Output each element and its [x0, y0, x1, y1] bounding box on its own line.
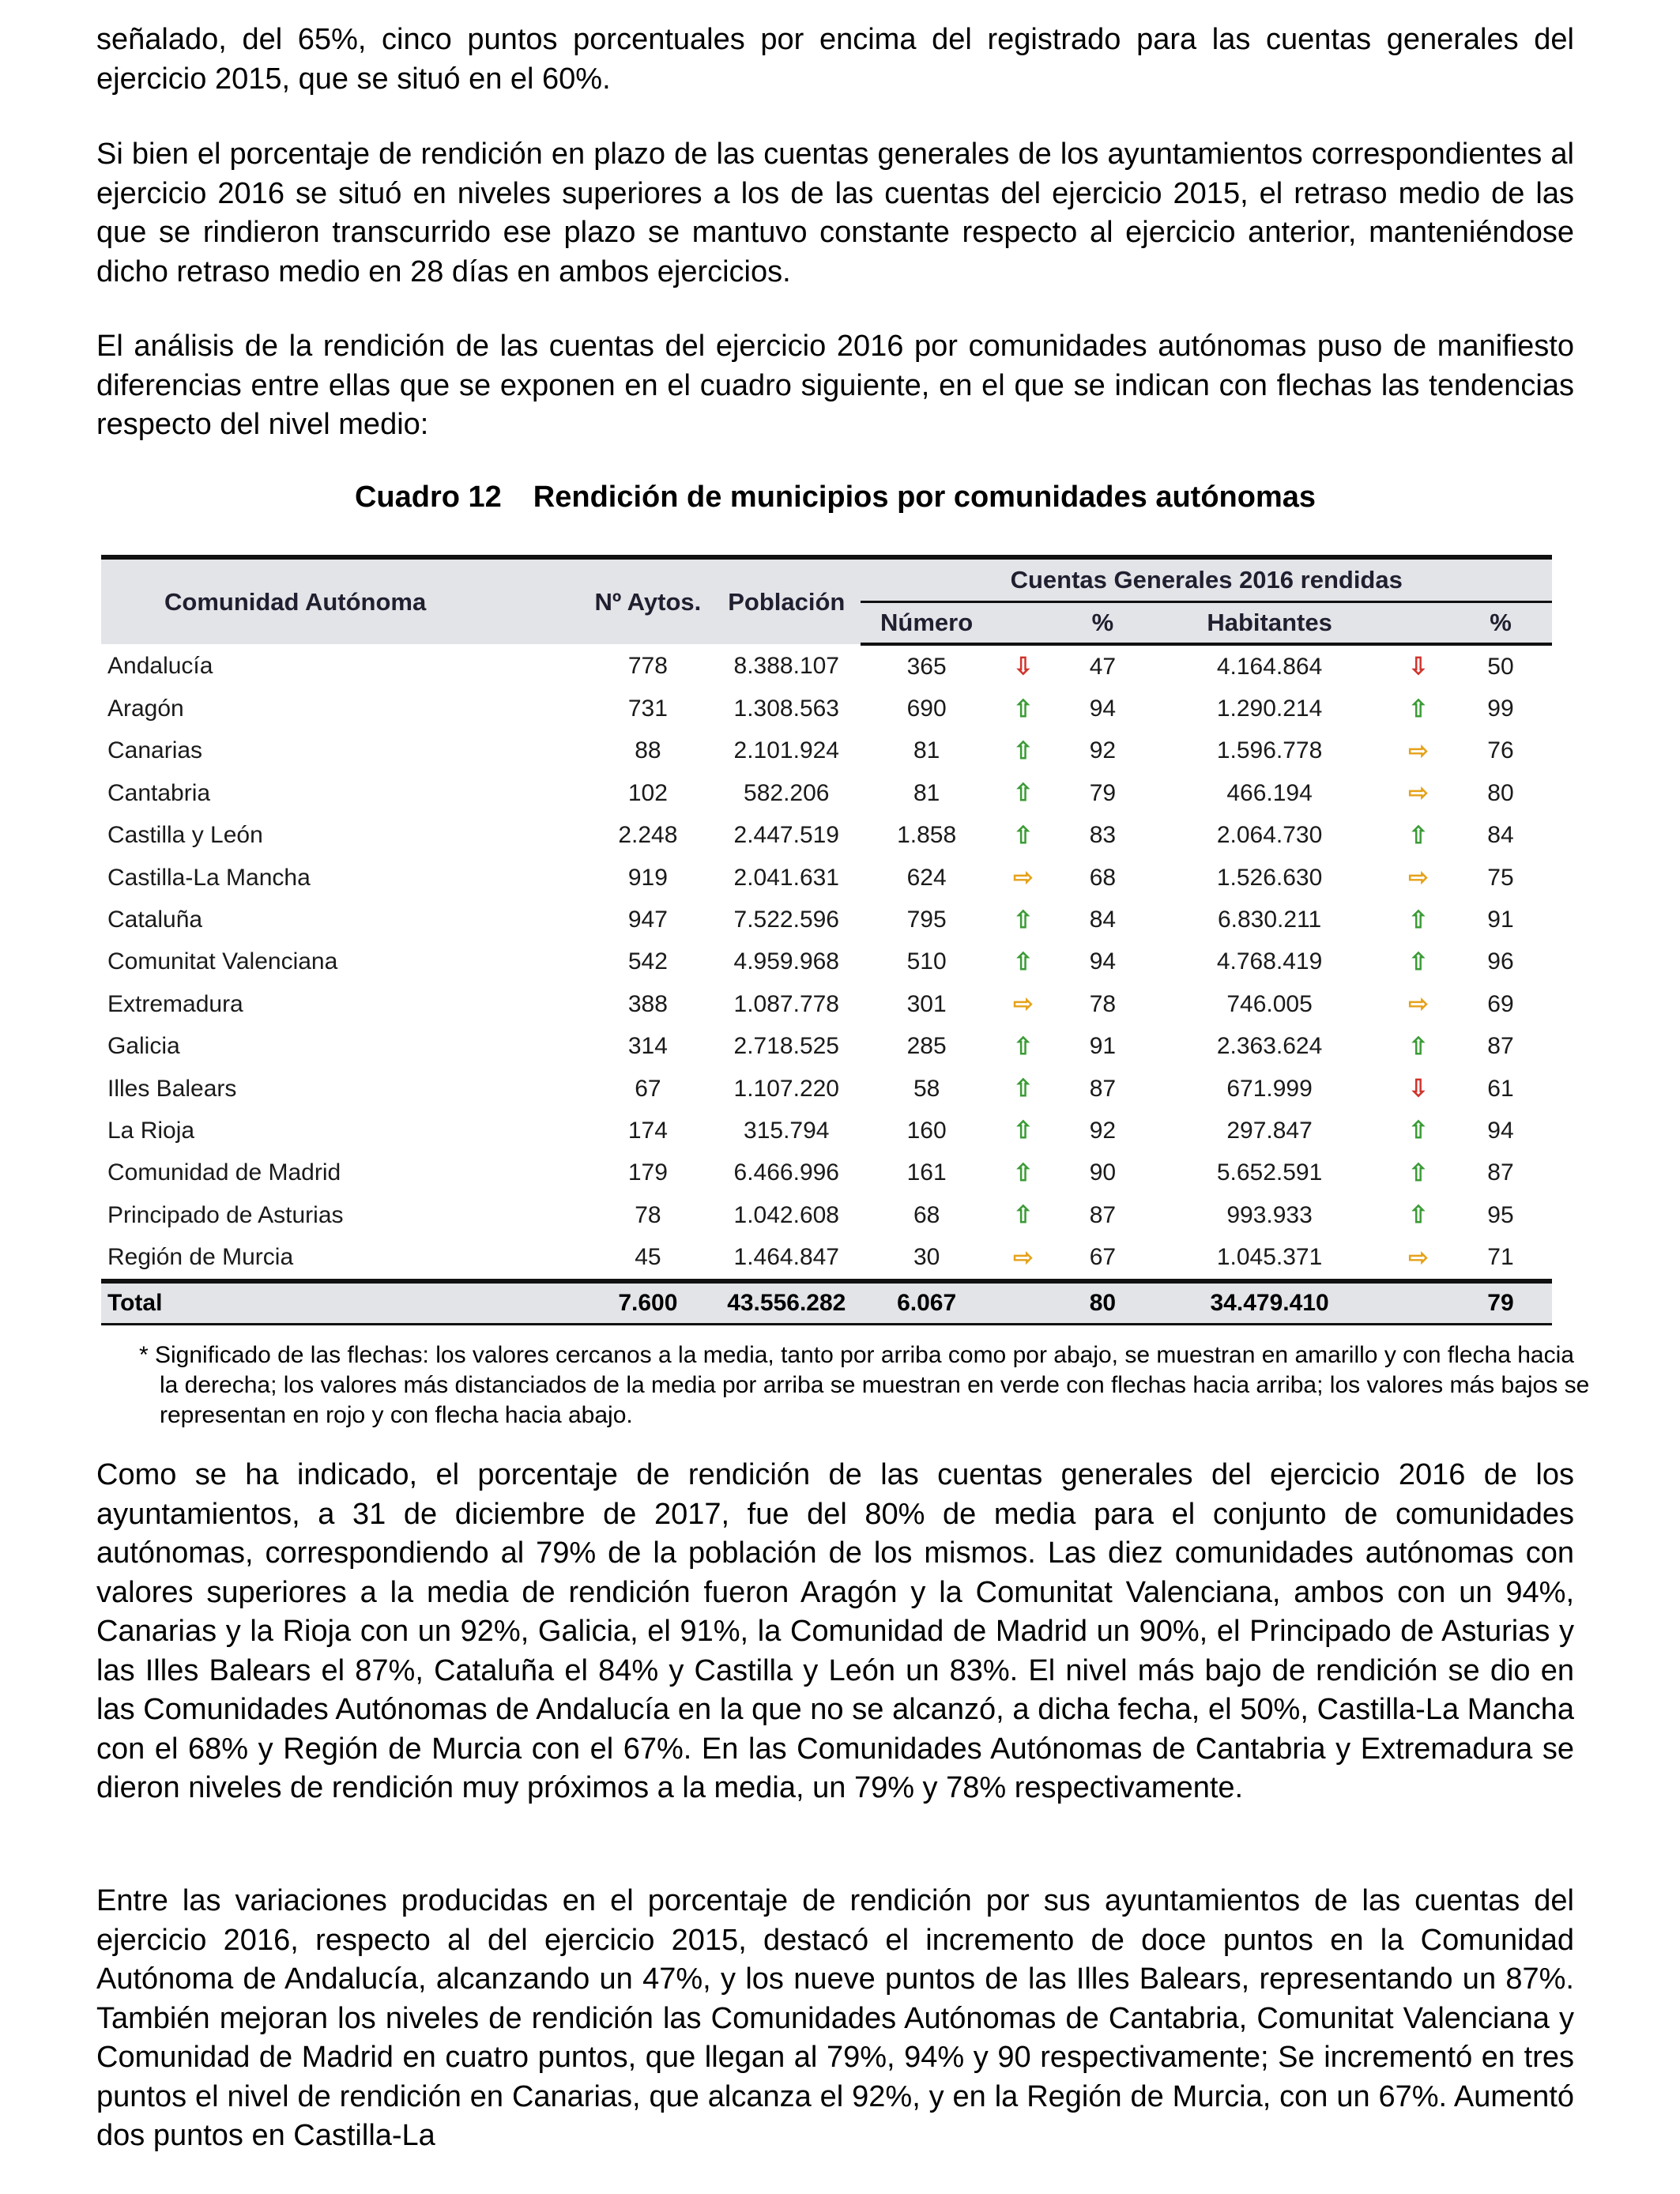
cell-aytos: 78	[635, 1201, 661, 1228]
cell-comunidad: Aragón	[107, 696, 184, 722]
cell-numero: 1.858	[897, 822, 957, 849]
header-habitantes: Habitantes	[1151, 602, 1388, 645]
arrow-down-icon: ⇩	[1408, 1076, 1429, 1103]
cell-pct2: 91	[1487, 907, 1514, 933]
table-row	[101, 1152, 1552, 1194]
arrow-up-icon: ⇧	[1013, 1033, 1034, 1060]
cell-pct2: 87	[1487, 1159, 1514, 1186]
cell-poblacion: 1.042.608	[733, 1201, 839, 1228]
cell-pct1: 83	[1089, 822, 1117, 849]
arrow-mid-icon: ⇨	[1013, 1244, 1034, 1271]
cell-numero: 624	[906, 864, 947, 891]
cell-pct1: 90	[1089, 1159, 1117, 1186]
cell-poblacion: 1.464.847	[733, 1244, 839, 1271]
header-poblacion: Población	[712, 557, 861, 644]
arrow-mid-icon: ⇨	[1408, 991, 1429, 1018]
cell-pct1: 67	[1089, 1244, 1117, 1271]
total-poblacion: 43.556.282	[712, 1281, 861, 1325]
cell-habitantes: 4.164.864	[1216, 653, 1323, 680]
cell-comunidad: Castilla y León	[107, 822, 263, 849]
paragraph-3: El análisis de la rendición de las cuentas del ejercicio 2016 por comunidades autónomas puso de manifiesto diferencias entre ellas que se exponen en el cuadro siguiente, en el que se indican con flechas las tendencias respecto del nivel medio:	[96, 330, 1574, 441]
caption-number: Cuadro 12	[354, 481, 502, 514]
cell-pct1: 91	[1089, 1033, 1117, 1060]
arrow-mid-icon: ⇨	[1408, 780, 1429, 807]
table-row	[101, 857, 1552, 899]
cell-aytos: 778	[627, 652, 668, 679]
cell-habitantes: 5.652.591	[1216, 1159, 1323, 1186]
cell-poblacion: 6.466.996	[733, 1159, 839, 1186]
arrow-up-icon: ⇧	[1013, 1076, 1034, 1103]
cell-pct2: 61	[1487, 1075, 1514, 1102]
cell-numero: 81	[913, 779, 940, 806]
cell-habitantes: 2.363.624	[1216, 1033, 1323, 1060]
table-row	[101, 899, 1552, 941]
cell-aytos: 45	[635, 1244, 661, 1271]
arrow-down-icon: ⇩	[1408, 654, 1429, 680]
cell-habitantes: 466.194	[1226, 779, 1313, 806]
cell-aytos: 67	[635, 1075, 661, 1102]
cell-habitantes: 746.005	[1226, 990, 1313, 1017]
header-aytos: Nº Aytos.	[584, 557, 712, 644]
cell-comunidad: Cataluña	[107, 907, 203, 933]
table-row	[101, 644, 1552, 688]
cell-numero: 81	[913, 737, 940, 764]
table-caption	[96, 477, 1574, 517]
cell-pct2: 50	[1487, 653, 1514, 680]
cell-numero: 510	[906, 948, 947, 975]
cell-poblacion: 4.959.968	[733, 948, 839, 975]
arrow-mid-icon: ⇨	[1408, 1244, 1429, 1271]
arrow-up-icon: ⇧	[1013, 1159, 1034, 1186]
cell-numero: 301	[906, 990, 947, 1017]
cell-pct1: 94	[1089, 696, 1117, 722]
cell-habitantes: 1.526.630	[1216, 864, 1323, 891]
cell-aytos: 388	[627, 990, 668, 1017]
cell-comunidad: Andalucía	[107, 652, 213, 679]
arrow-mid-icon: ⇨	[1013, 991, 1034, 1018]
cell-pct1: 87	[1089, 1201, 1117, 1228]
arrow-up-icon: ⇧	[1013, 822, 1034, 849]
table-row	[101, 983, 1552, 1025]
arrow-up-icon: ⇧	[1013, 948, 1034, 975]
cell-pct1: 92	[1089, 737, 1117, 764]
cell-pct1: 68	[1089, 864, 1117, 891]
cell-aytos: 2.248	[618, 822, 678, 849]
table-footnote: * Significado de las flechas: los valores cercanos a la media, tanto por arriba como por abajo, se muestran en amarillo y con flecha hacia la derecha; los valores más distanciados de la media por arriba se muestran en verde con flechas hacia arriba; los valores más bajos se representan en rojo y con flecha hacia abajo.	[139, 1342, 1590, 1428]
cell-pct2: 96	[1487, 948, 1514, 975]
cell-numero: 690	[906, 696, 947, 722]
cell-pct2: 87	[1487, 1033, 1514, 1060]
table-row	[101, 1026, 1552, 1068]
cell-pct1: 47	[1089, 653, 1117, 680]
table-row	[101, 1194, 1552, 1236]
cell-numero: 285	[906, 1033, 947, 1060]
arrow-up-icon: ⇧	[1408, 907, 1429, 933]
cell-poblacion: 1.308.563	[733, 696, 839, 722]
cell-pct1: 79	[1089, 779, 1117, 806]
table-row	[101, 688, 1552, 729]
arrow-up-icon: ⇧	[1013, 696, 1034, 722]
table-row	[101, 1110, 1552, 1152]
cell-poblacion: 1.087.778	[733, 990, 839, 1017]
cell-pct2: 95	[1487, 1201, 1514, 1228]
header-group: Cuentas Generales 2016 rendidas	[861, 557, 1552, 602]
arrow-up-icon: ⇧	[1408, 948, 1429, 975]
cell-comunidad: Principado de Asturias	[107, 1201, 344, 1228]
paragraph-2: Si bien el porcentaje de rendición en plazo de las cuentas generales de los ayuntamientos correspondientes al ejercicio 2016 se situó en niveles superiores a los de las cuentas del ejercicio 2015, el retraso medio de las que se rindieron transcurrido ese plazo se mantuvo constante respecto al ejercicio anterior, manteniéndose dicho retraso medio en 28 días en ambos ejercicios.	[96, 138, 1574, 288]
total-aytos: 7.600	[584, 1281, 712, 1325]
cell-comunidad: Comunidad de Madrid	[107, 1159, 341, 1186]
cell-numero: 30	[913, 1244, 940, 1271]
arrow-up-icon: ⇧	[1013, 1202, 1034, 1229]
cell-habitantes: 6.830.211	[1217, 907, 1322, 933]
cell-pct2: 71	[1487, 1244, 1514, 1271]
arrow-mid-icon: ⇨	[1408, 865, 1429, 892]
cell-comunidad: Comunitat Valenciana	[107, 948, 338, 975]
cell-pct1: 94	[1089, 948, 1117, 975]
table-row	[101, 772, 1552, 814]
arrow-up-icon: ⇧	[1408, 1118, 1429, 1144]
cell-habitantes: 1.290.214	[1216, 696, 1323, 722]
cell-poblacion: 1.107.220	[733, 1075, 839, 1102]
cell-poblacion: 8.388.107	[733, 652, 839, 679]
header-pct1: %	[1054, 602, 1151, 645]
cell-comunidad: Galicia	[107, 1033, 180, 1060]
cell-aytos: 102	[627, 779, 668, 806]
cell-comunidad: Illes Balears	[107, 1075, 237, 1102]
arrow-up-icon: ⇧	[1013, 1118, 1034, 1144]
table-row	[101, 941, 1552, 983]
paragraph-1: señalado, del 65%, cinco puntos porcentuales por encima del registrado para las cuentas generales del ejercicio 2015, que se situó en el 60%.	[96, 23, 1574, 96]
cell-numero: 795	[906, 907, 947, 933]
arrow-mid-icon: ⇨	[1013, 865, 1034, 892]
cell-habitantes: 993.933	[1226, 1201, 1313, 1228]
cell-comunidad: Extremadura	[107, 990, 243, 1017]
cell-numero: 161	[906, 1159, 947, 1186]
cell-pct2: 69	[1487, 990, 1514, 1017]
cell-pct2: 94	[1487, 1117, 1514, 1144]
cell-numero: 58	[913, 1075, 940, 1102]
arrow-up-icon: ⇧	[1013, 737, 1034, 764]
total-habitantes: 34.479.410	[1151, 1281, 1388, 1325]
cell-pct2: 75	[1487, 864, 1514, 891]
cell-pct2: 80	[1487, 779, 1514, 806]
caption-title: Rendición de municipios por comunidades autónomas	[533, 481, 1317, 514]
cell-pct1: 87	[1089, 1075, 1117, 1102]
cell-pct1: 92	[1089, 1117, 1117, 1144]
cell-comunidad: Castilla-La Mancha	[107, 864, 311, 891]
table-row	[101, 730, 1552, 772]
cell-habitantes: 2.064.730	[1216, 822, 1323, 849]
cell-habitantes: 297.847	[1226, 1117, 1313, 1144]
cell-comunidad: La Rioja	[107, 1117, 195, 1144]
cell-poblacion: 2.718.525	[733, 1033, 839, 1060]
table-row	[101, 815, 1552, 857]
cell-poblacion: 2.041.631	[733, 864, 839, 891]
cell-aytos: 919	[627, 864, 668, 891]
rendicion-table	[101, 555, 1552, 1325]
arrow-up-icon: ⇧	[1408, 1033, 1429, 1060]
cell-aytos: 88	[635, 737, 661, 764]
cell-pct2: 99	[1487, 696, 1514, 722]
cell-habitantes: 671.999	[1226, 1075, 1313, 1102]
paragraph-5: Entre las variaciones producidas en el porcentaje de rendición por sus ayuntamientos de las cuentas del ejercicio 2016, respecto al del ejercicio 2015, destacó el incremento de doce puntos en la Comunidad Autónoma de Andalucía, alcanzando un 47%, y los nueve puntos de las Illes Balears, representando un 87%. También mejoran los niveles de rendición las Comunidades Autónomas de Cantabria, Comunitat Valenciana y Comunidad de Madrid en cuatro puntos, que llegan al 79%, 94% y 90 respectivamente; Se incrementó en tres puntos el nivel de rendición en Canarias, que alcanza el 92%, y en la Región de Murcia, con un 67%. Aumentó dos puntos en Castilla-La	[96, 1884, 1574, 2152]
cell-comunidad: Región de Murcia	[107, 1244, 294, 1271]
cell-habitantes: 1.596.778	[1216, 737, 1323, 764]
cell-pct2: 76	[1487, 737, 1514, 764]
cell-aytos: 314	[627, 1033, 668, 1060]
total-pct2: 79	[1449, 1281, 1552, 1325]
total-numero: 6.067	[861, 1281, 992, 1325]
arrow-up-icon: ⇧	[1408, 1159, 1429, 1186]
arrow-mid-icon: ⇨	[1408, 737, 1429, 764]
cell-aytos: 174	[627, 1117, 668, 1144]
arrow-up-icon: ⇧	[1013, 907, 1034, 933]
cell-aytos: 731	[627, 696, 668, 722]
cell-poblacion: 582.206	[744, 779, 830, 806]
total-label: Total	[101, 1281, 584, 1325]
cell-aytos: 947	[627, 907, 668, 933]
cell-aytos: 179	[627, 1159, 668, 1186]
cell-aytos: 542	[627, 948, 668, 975]
header-comunidad: Comunidad Autónoma	[101, 557, 584, 644]
cell-numero: 365	[906, 653, 947, 680]
cell-habitantes: 4.768.419	[1216, 948, 1323, 975]
cell-poblacion: 7.522.596	[733, 907, 839, 933]
paragraph-4: Como se ha indicado, el porcentaje de rendición de las cuentas generales del ejercicio 2016 de los ayuntamientos, a 31 de diciembre de 2017, fue del 80% de media para el conjunto de comunidades autónomas, correspondiendo al 79% de la población de los mismos. Las diez comunidades autónomas con valores superiores a la media de rendición fueron Aragón y la Comunitat Valenciana, ambos con un 94%, Canarias y la Rioja con un 92%, Galicia, el 91%, la Comunidad de Madrid un 90%, el Principado de Asturias y las Illes Balears el 87%, Cataluña el 84% y Castilla y León un 83%. El nivel más bajo de rendición se dio en las Comunidades Autónomas de Andalucía en la que no se alcanzó, a dicha fecha, el 50%, Castilla-La Mancha con el 68% y Región de Murcia con el 67%. En las Comunidades Autónomas de Cantabria y Extremadura se dieron niveles de rendición muy próximos a la media, un 79% y 78% respectivamente.	[96, 1458, 1574, 1804]
header-numero: Número	[861, 602, 992, 645]
cell-comunidad: Cantabria	[107, 779, 211, 806]
cell-poblacion: 315.794	[744, 1117, 830, 1144]
arrow-up-icon: ⇧	[1408, 696, 1429, 722]
cell-pct1: 84	[1089, 907, 1117, 933]
cell-numero: 160	[906, 1117, 947, 1144]
cell-habitantes: 1.045.371	[1216, 1244, 1323, 1271]
cell-pct2: 84	[1487, 822, 1514, 849]
cell-pct1: 78	[1089, 990, 1117, 1017]
cell-poblacion: 2.101.924	[733, 737, 839, 764]
arrow-up-icon: ⇧	[1408, 1202, 1429, 1229]
cell-poblacion: 2.447.519	[733, 822, 839, 849]
arrow-up-icon: ⇧	[1013, 780, 1034, 807]
table-row	[101, 1068, 1552, 1110]
total-row	[101, 1281, 1552, 1325]
arrow-up-icon: ⇧	[1408, 822, 1429, 849]
header-pct2: %	[1449, 602, 1552, 645]
cell-numero: 68	[913, 1201, 940, 1228]
cell-comunidad: Canarias	[107, 737, 203, 764]
arrow-down-icon: ⇩	[1013, 654, 1034, 680]
table-row	[101, 1236, 1552, 1280]
total-pct1: 80	[1054, 1281, 1151, 1325]
